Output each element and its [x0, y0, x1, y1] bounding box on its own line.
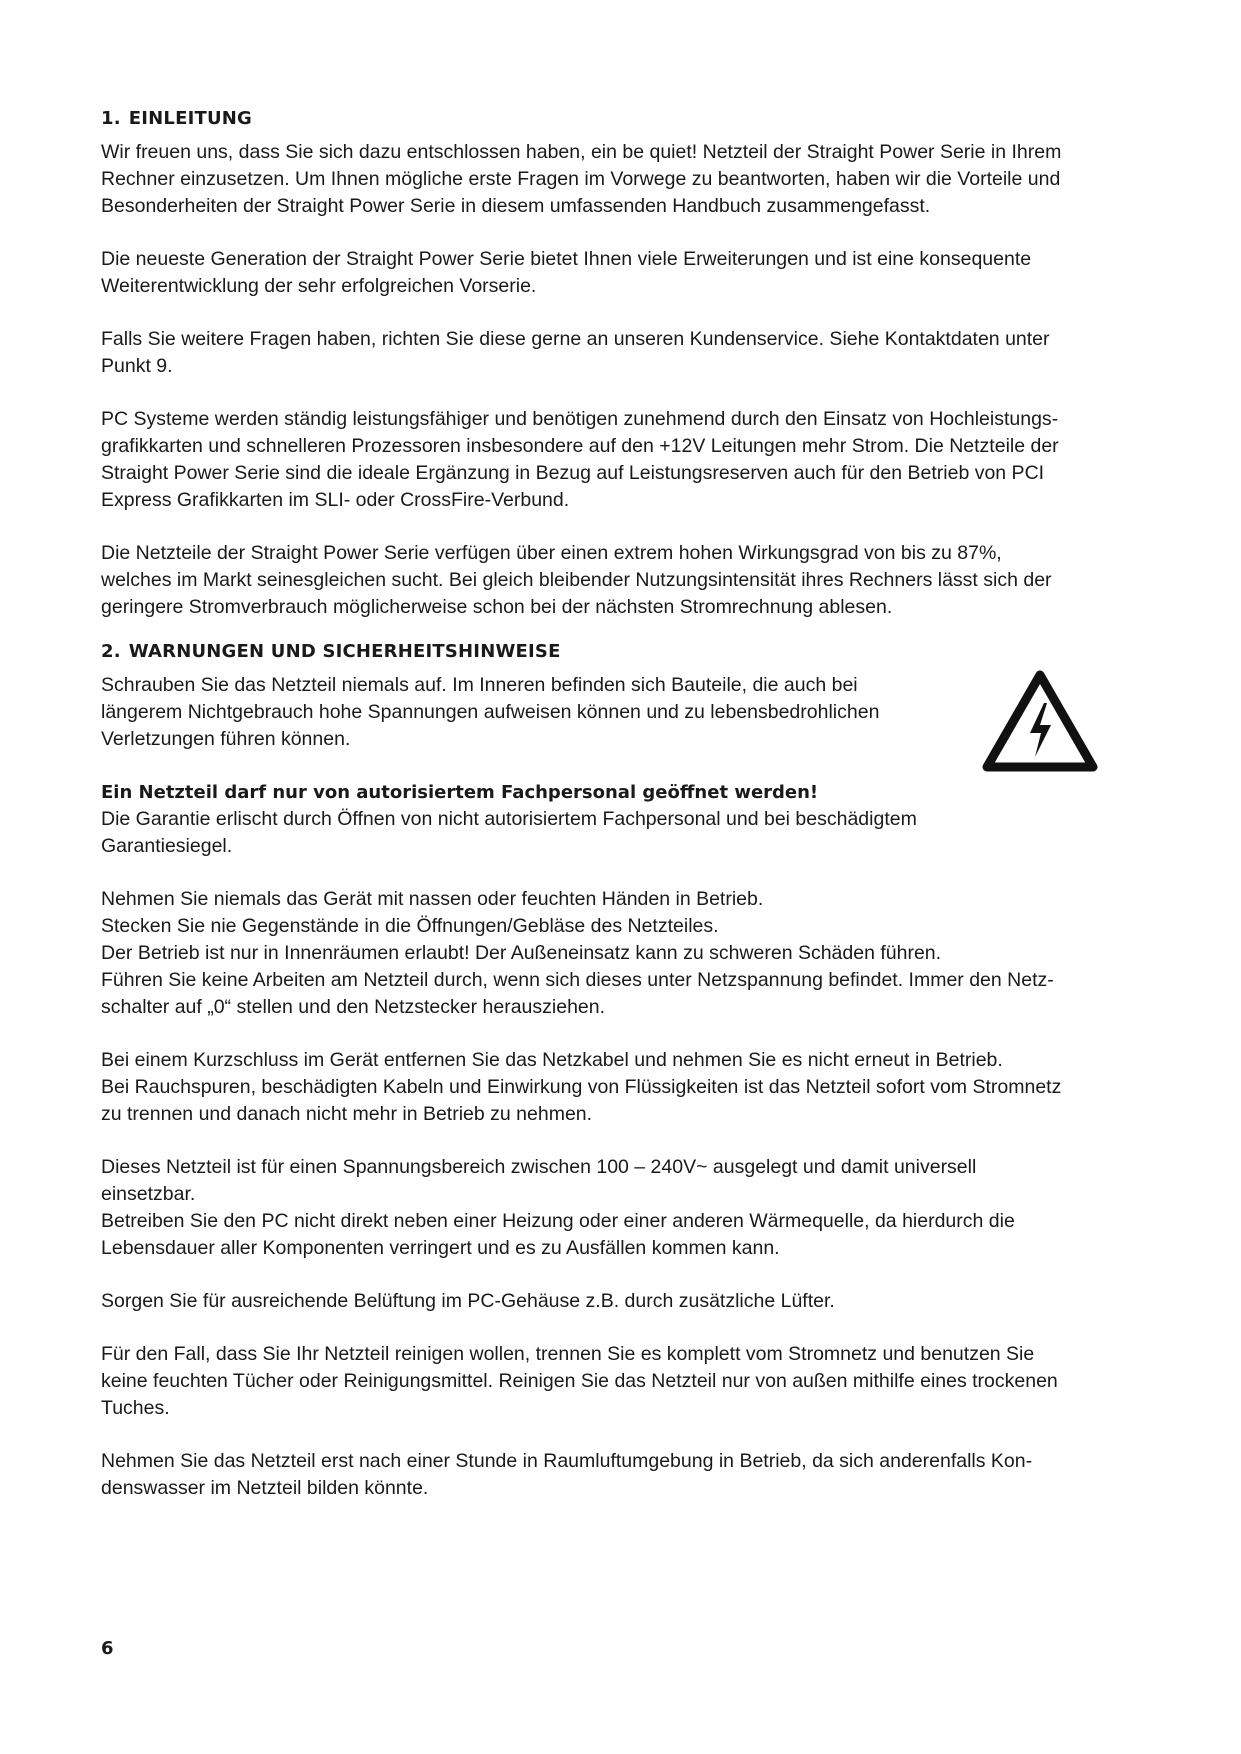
section-warnungen [101, 641, 1141, 1502]
text-line: zu trennen und danach nicht mehr in Betrieb zu nehmen. [101, 1103, 593, 1125]
section-number: 2. [101, 641, 121, 662]
text-line: Stecken Sie nie Gegenstände in die Öffnungen/Gebläse des Netzteiles. [101, 915, 719, 937]
text-line: Express Grafikkarten im SLI- oder CrossFire-Verbund. [101, 489, 570, 511]
text-line: Führen Sie keine Arbeiten am Netzteil durch, wenn sich dieses unter Netzspannung befindet. Immer den Netz- [101, 969, 1054, 991]
text-line: Dieses Netzteil ist für einen Spannungsbereich zwischen 100 – 240V~ ausgelegt und damit universell [101, 1156, 977, 1178]
paragraph [101, 1341, 1141, 1422]
text-line: Schrauben Sie das Netzteil niemals auf. Im Inneren befinden sich Bauteile, die auch bei [101, 674, 858, 696]
section-einleitung [101, 108, 1141, 621]
text-line: Nehmen Sie das Netzteil erst nach einer Stunde in Raumluftumgebung in Betrieb, da sich anderenfalls Kon- [101, 1450, 1033, 1472]
text-line: Die Garantie erlischt durch Öffnen von nicht autorisiertem Fachpersonal und bei beschädigtem [101, 808, 917, 830]
paragraph [101, 886, 1141, 1021]
text-line: Für den Fall, dass Sie Ihr Netzteil reinigen wollen, trennen Sie es komplett vom Stromnetz und benutzen Sie [101, 1343, 1035, 1365]
page-content [101, 108, 1141, 1528]
paragraph [101, 406, 1141, 514]
bold-notice: Ein Netzteil darf nur von autorisiertem Fachpersonal geöffnet werden! [101, 782, 819, 803]
text-line: Nehmen Sie niemals das Gerät mit nassen oder feuchten Händen in Betrieb. [101, 888, 764, 910]
paragraph [101, 246, 1141, 300]
paragraph [101, 672, 961, 753]
section-title: EINLEITUNG [128, 108, 253, 129]
text-line: Der Betrieb ist nur in Innenräumen erlaubt! Der Außeneinsatz kann zu schweren Schäden führen. [101, 942, 942, 964]
text-line: Bei Rauchspuren, beschädigten Kabeln und Einwirkung von Flüssigkeiten ist das Netzteil sofort vom Stromnetz [101, 1076, 1062, 1098]
text-line: schalter auf „0“ stellen und den Netzstecker herausziehen. [101, 996, 606, 1018]
section-title: WARNUNGEN UND SICHERHEITSHINWEISE [128, 641, 561, 662]
section-number: 1. [101, 108, 121, 129]
paragraph [101, 540, 1141, 621]
text-line: Falls Sie weitere Fragen haben, richten Sie diese gerne an unseren Kundenservice. Siehe Kontaktdaten unter [101, 328, 1050, 350]
text-line: geringere Stromverbrauch möglicherweise schon bei der nächsten Stromrechnung ablesen. [101, 596, 893, 618]
section-heading [101, 108, 1141, 129]
paragraph [101, 1448, 1141, 1502]
paragraph [101, 779, 1141, 860]
section-heading [101, 641, 1141, 662]
text-line: Sorgen Sie für ausreichende Belüftung im PC-Gehäuse z.B. durch zusätzliche Lüfter. [101, 1290, 835, 1312]
paragraph [101, 1288, 1141, 1315]
text-line: längerem Nichtgebrauch hohe Spannungen aufweisen können und zu lebensbedrohlichen [101, 701, 880, 723]
text-line: Lebensdauer aller Komponenten verringert und es zu Ausfällen kommen kann. [101, 1237, 780, 1259]
text-line: Bei einem Kurzschluss im Gerät entfernen Sie das Netzkabel und nehmen Sie es nicht erneut in Betrieb. [101, 1049, 1003, 1071]
page-number: 6 [101, 1638, 114, 1659]
text-line: keine feuchten Tücher oder Reinigungsmittel. Reinigen Sie das Netzteil nur von außen mithilfe eines trockenen [101, 1370, 1058, 1392]
text-line: Straight Power Serie sind die ideale Ergänzung in Bezug auf Leistungsreserven auch für den Betrieb von PCI [101, 462, 1045, 484]
text-line: Besonderheiten der Straight Power Serie in diesem umfassenden Handbuch zusammengefasst. [101, 195, 931, 217]
text-line: einsetzbar. [101, 1183, 196, 1205]
text-line: Garantiesiegel. [101, 835, 233, 857]
text-line: welches im Markt seinesgleichen sucht. Bei gleich bleibender Nutzungsintensität ihres Rechners lässt sich der [101, 569, 1052, 591]
paragraph [101, 1154, 1141, 1262]
text-line: Wir freuen uns, dass Sie sich dazu entschlossen haben, ein be quiet! Netzteil der Straight Power Serie in Ihrem [101, 141, 1062, 163]
text-line: Die Netzteile der Straight Power Serie verfügen über einen extrem hohen Wirkungsgrad von bis zu 87%, [101, 542, 1002, 564]
paragraph [101, 326, 1141, 380]
text-line: Verletzungen führen können. [101, 728, 351, 750]
paragraph [101, 139, 1141, 220]
text-line: Tuches. [101, 1397, 170, 1419]
text-line: Betreiben Sie den PC nicht direkt neben einer Heizung oder einer anderen Wärmequelle, da hierdurch die [101, 1210, 1015, 1232]
paragraph [101, 1047, 1141, 1128]
text-line: grafikkarten und schnelleren Prozessoren insbesondere auf den +12V Leitungen mehr Strom. Die Netzteile der [101, 435, 1059, 457]
high-voltage-warning-icon [981, 669, 1099, 775]
text-line: Punkt 9. [101, 355, 173, 377]
text-line: Weiterentwicklung der sehr erfolgreichen Vorserie. [101, 275, 537, 297]
text-line: denswasser im Netzteil bilden könnte. [101, 1477, 429, 1499]
text-line: Die neueste Generation der Straight Power Serie bietet Ihnen viele Erweiterungen und ist eine konsequente [101, 248, 1032, 270]
text-line: Rechner einzusetzen. Um Ihnen mögliche erste Fragen im Vorwege zu beantworten, haben wir die Vorteile und [101, 168, 1061, 190]
text-line: PC Systeme werden ständig leistungsfähiger und benötigen zunehmend durch den Einsatz von Hochleistungs- [101, 408, 1059, 430]
